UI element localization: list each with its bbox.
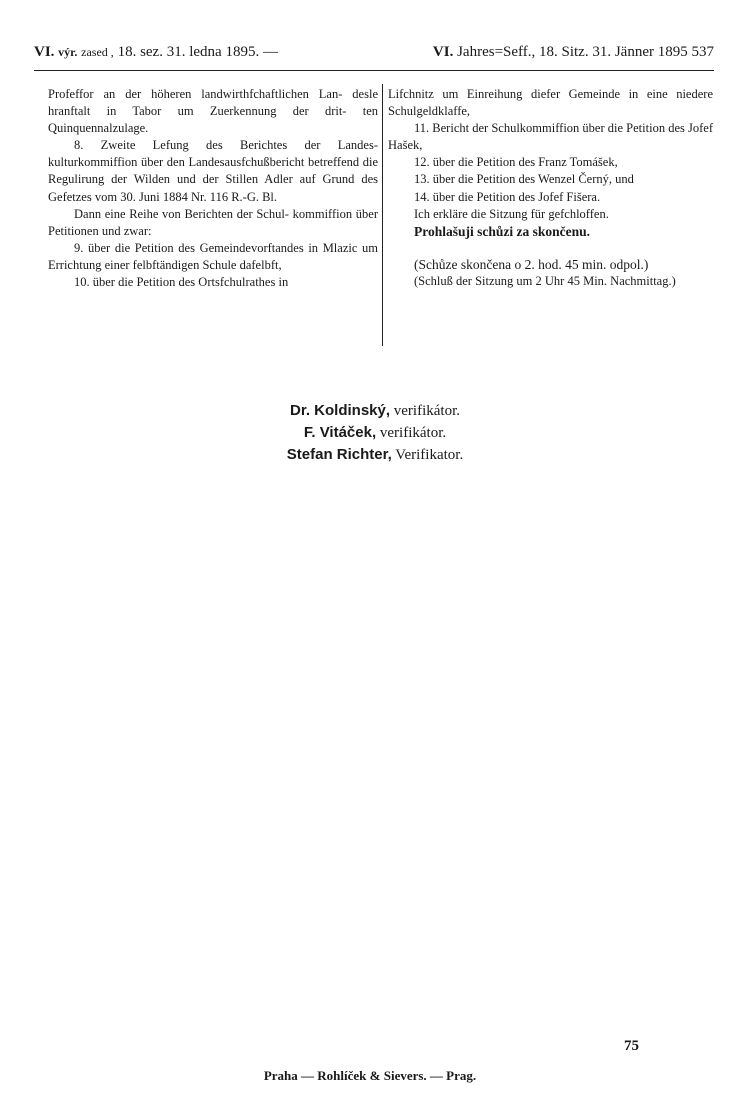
spacer: [388, 240, 713, 256]
verifier-name-2: F. Vitáček,: [303, 424, 377, 441]
left-paragraph-5: 10. über die Petition des Ortsfchulrathes in: [74, 275, 289, 290]
right-paragraph-5: 14. über die Petition des Jofef Fišera.: [414, 189, 601, 204]
right-paragraph-2: 11. Bericht der Schulkommiffion über die Petition des Jofef Hašek,: [388, 121, 713, 153]
right-paragraph-8: (Schůze skončena o 2. hod. 45 min. odpol.): [414, 256, 649, 272]
right-paragraph-4: 13. über die Petition des Wenzel Černý, und: [414, 172, 634, 187]
column-divider: [382, 84, 383, 346]
verifiers-block: [0, 400, 750, 466]
left-paragraph-3: Dann eine Reihe von Berichten der Schul- kommiffion über Petitionen und zwar:: [48, 206, 378, 238]
verifier-role-3: Verifikator.: [395, 447, 464, 463]
left-column: [48, 86, 378, 291]
verifier-role-1: verifikátor.: [393, 403, 460, 419]
header-right-prefix: VI.: [432, 44, 454, 60]
verifier-name-1: Dr. Koldinský,: [289, 402, 391, 419]
verifier-line-2: [0, 422, 750, 444]
right-paragraph-6: Ich erkläre die Sitzung für gefchloffen.: [414, 206, 609, 221]
right-column: [388, 86, 713, 290]
running-header: [34, 44, 714, 71]
verifier-role-2: verifikátor.: [379, 425, 447, 441]
header-left-prefix: VI.: [34, 44, 55, 60]
header-german: [433, 44, 714, 61]
header-dash: —: [262, 44, 278, 60]
printer-footer: Praha — Rohlíček & Sievers. — Prag.: [263, 1068, 477, 1083]
header-left-session: zased ,: [81, 45, 114, 59]
right-paragraph-1: Lifchnitz um Einreihung diefer Gemeinde in eine niedere Schulgeldklaffe,: [388, 87, 713, 119]
left-paragraph-1: Profeffor an der höheren landwirthfchaftlichen Lan- desle hranftalt in Tabor um Zuerkennung der drit- ten Quinquennalzulage.: [48, 87, 378, 136]
verifier-name-3: Stefan Richter,: [286, 446, 392, 463]
header-left-date: 18. sez. 31. ledna 1895.: [117, 44, 260, 60]
header-left-mid: výr.: [58, 45, 78, 59]
right-paragraph-9: (Schluß der Sitzung um 2 Uhr 45 Min. Nachmittag.): [414, 273, 676, 288]
right-paragraph-3: 12. über die Petition des Franz Tomášek,: [414, 155, 618, 170]
header-czech: [34, 44, 278, 61]
left-paragraph-4: 9. über die Petition des Gemeindevorftandes in Mlazic um Errichtung einer felbftändigen Schule dafelbft,: [48, 240, 378, 272]
verifier-line-1: [0, 400, 750, 422]
verifier-line-3: [0, 444, 750, 466]
header-right-page: 537: [691, 44, 714, 60]
header-right-rest: Jahres=Seff., 18. Sitz. 31. Jänner 1895: [457, 44, 688, 60]
left-paragraph-2: 8. Zweite Lefung des Berichtes der Landes- kulturkommiffion über den Landesausfchußbericht betreffend die Regulirung der Wilden und der Stillen Adler auf Grund des Gefetzes vom 30. Juni 1884 Nr. 116 R.-G. Bl.: [48, 138, 378, 204]
right-paragraph-7: Prohlašuji schůzi za skončenu.: [414, 223, 591, 239]
page-number: 75: [624, 1038, 639, 1054]
